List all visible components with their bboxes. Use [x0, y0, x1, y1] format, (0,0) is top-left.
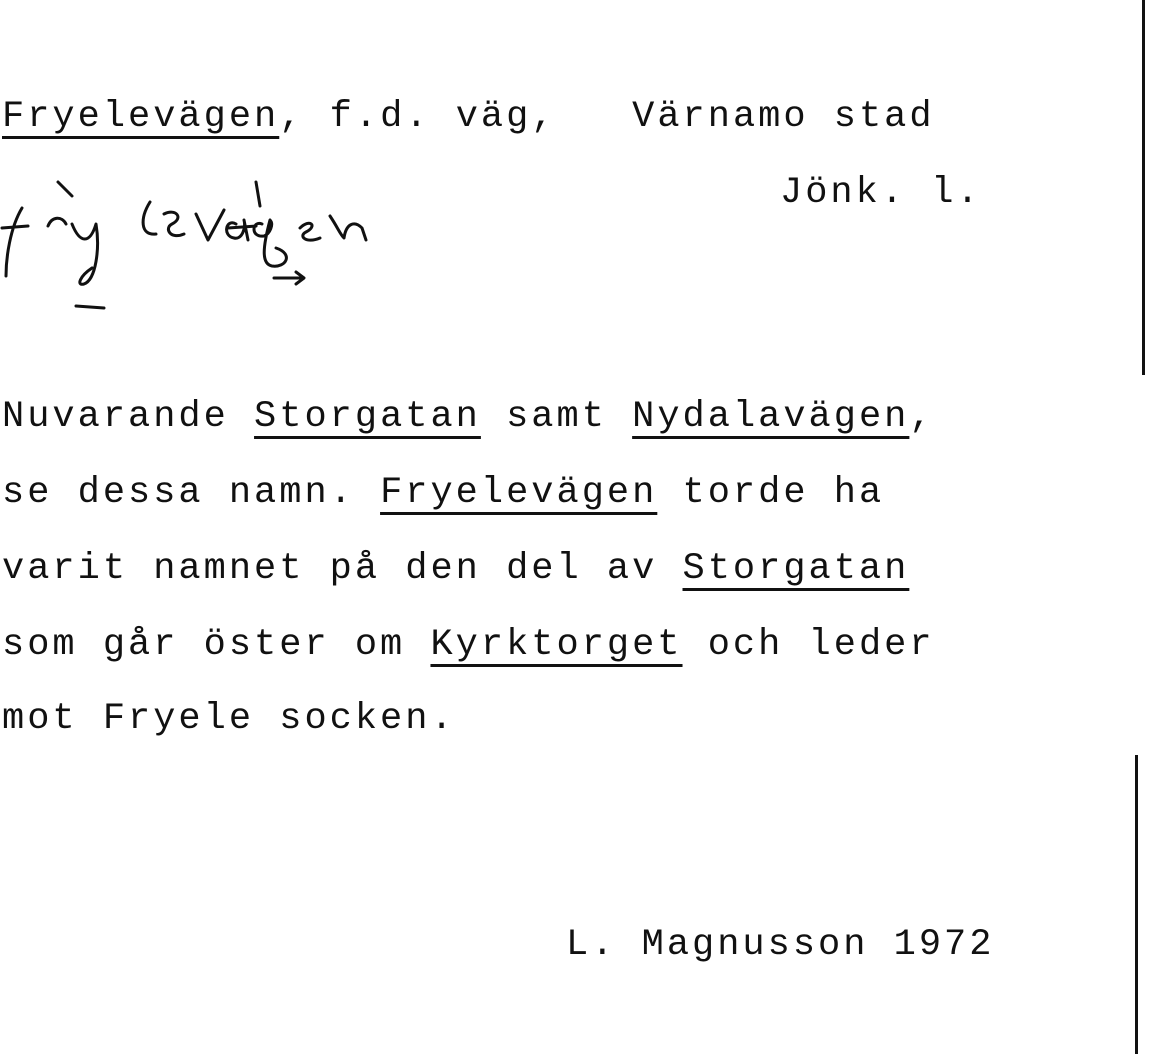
body-line-3: [2, 548, 909, 590]
body-text: och leder: [682, 624, 935, 666]
street-name: Storgatan: [254, 396, 481, 438]
body-line-5: mot Fryele socken.: [2, 698, 456, 740]
body-line-4: [2, 624, 935, 666]
body-text: ,: [909, 396, 935, 438]
municipality: Värnamo stad: [632, 96, 935, 138]
place-name: Fryelevägen: [2, 96, 280, 138]
body-text: samt: [480, 396, 633, 438]
card-edge-top: [1142, 0, 1145, 375]
place-name: Kyrktorget: [430, 624, 683, 666]
header-line: Fryelevägen, f.d. väg, Värnamo stad: [2, 96, 935, 138]
signature: L. Magnusson 1972: [566, 924, 995, 966]
body-text: som går öster om: [2, 624, 431, 666]
county: Jönk. l.: [780, 172, 982, 214]
street-name: Nydalavägen: [632, 396, 910, 438]
body-line-1: [2, 396, 935, 438]
street-name: Storgatan: [682, 548, 910, 590]
handwritten-phonetic-transcription: [0, 168, 520, 318]
place-type: f.d. väg,: [329, 96, 557, 138]
street-name: Fryelevägen: [380, 472, 658, 514]
body-text: Nuvarande: [2, 396, 255, 438]
body-text: se dessa namn.: [2, 472, 381, 514]
body-text: torde ha: [657, 472, 885, 514]
card-edge-bottom: [1135, 755, 1138, 1054]
body-line-2: [2, 472, 884, 514]
body-text: varit namnet på den del av: [2, 548, 683, 590]
